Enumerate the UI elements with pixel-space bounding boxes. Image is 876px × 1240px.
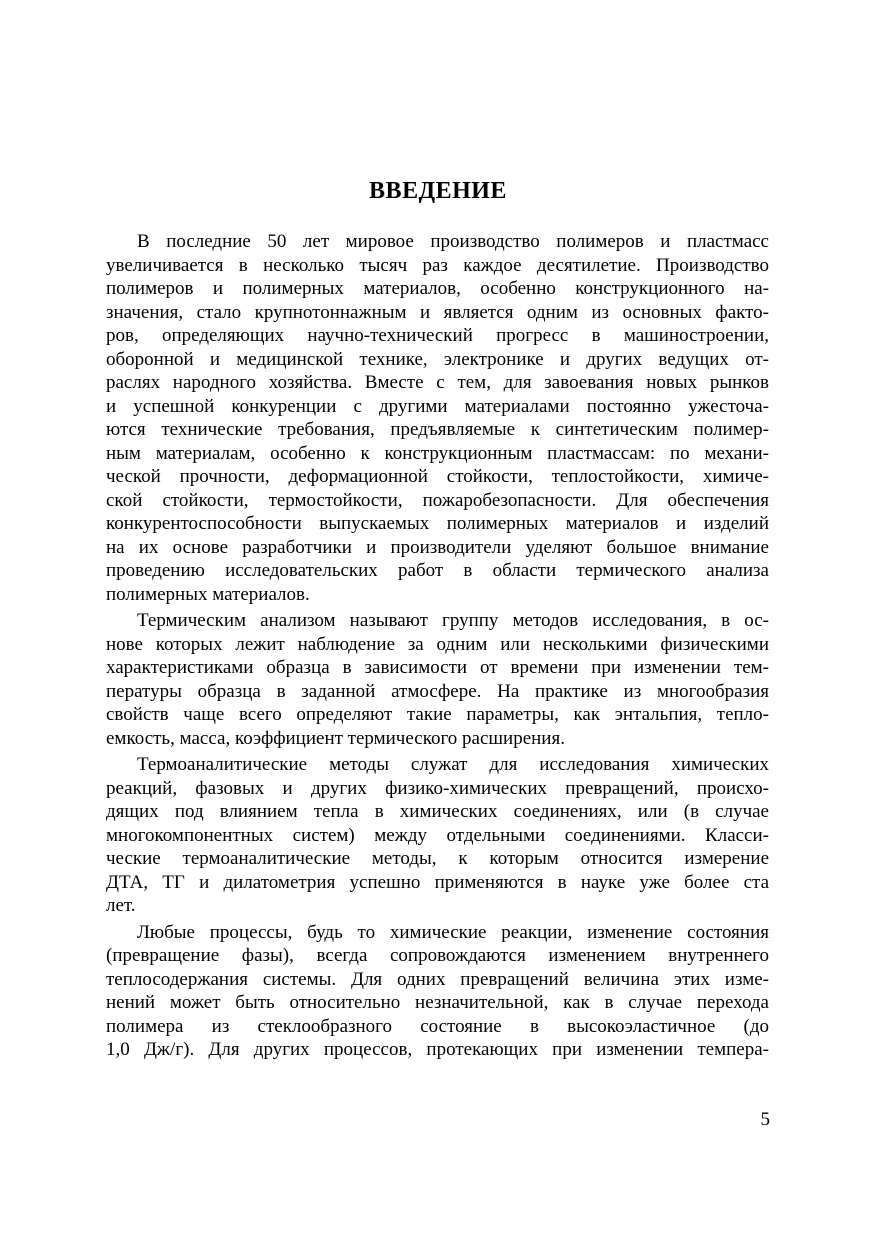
paragraph-2 [106,609,769,750]
text-line: ской стойкости, термостойкости, пожаробезопасности. Для обеспечения [106,489,769,511]
text-line: и успешной конкуренции с другими материалами постоянно ужесточа- [106,395,769,417]
text-line: нове которых лежит наблюдение за одним или несколькими физическими [106,633,769,655]
page-number: 5 [760,1109,770,1130]
page-title: ВВЕДЕНИЕ [369,178,507,204]
text-line: полимера из стеклообразного состояние в высокоэластичное (до [106,1015,769,1037]
text-line: конкурентоспособности выпускаемых полимерных материалов и изделий [106,513,769,534]
text-line: увеличивается в несколько тысяч раз каждое десятилетие. Производство [106,254,769,276]
text-line: ДТА, ТГ и дилатометрия успешно применяются в науке уже более ста [106,871,769,893]
text-line: лет. [106,895,136,916]
text-line: полимеров и полимерных материалов, особенно конструкционного на- [106,278,769,299]
text-line: пературы образца в заданной атмосфере. На практике из многообразия [106,680,769,702]
text-line: ров, определяющих научно-технический прогресс в машиностроении, [106,325,769,346]
text-line: ческие термоаналитические методы, к которым относится измерение [106,848,769,869]
text-line: теплосодержания системы. Для одних превращений величина этих изме- [106,968,769,990]
paragraph-3 [106,753,769,918]
text-line: Любые процессы, будь то химические реакции, изменение состояния [137,921,769,943]
text-line: ным материалам, особенно к конструкционным пластмассам: по механи- [106,442,769,464]
text-line: емкость, масса, коэффициент термического расширения. [106,727,565,749]
text-line: нений может быть относительно незначительной, как в случае перехода [106,992,769,1013]
text-line: полимерных материалов. [106,583,310,605]
text-line: свойств чаще всего определяют такие параметры, как энтальпия, тепло- [106,704,769,725]
text-line: ческой прочности, деформационной стойкости, теплостойкости, химиче- [106,466,769,487]
text-line: ются технические требования, предъявляемые к синтетическим полимер- [106,419,769,440]
text-line: Термоаналитические методы служат для исследования химических [137,754,769,775]
text-line: (превращение фазы), всегда сопровождаются изменением внутреннего [106,945,769,966]
text-line: на их основе разработчики и производители уделяют большое внимание [106,536,769,558]
text-line: многокомпонентных систем) между отдельными соединениями. Класси- [106,824,769,846]
body-text [106,230,769,1065]
text-line: Термическим анализом называют группу методов исследования, в ос- [137,610,769,631]
paragraph-1 [106,230,769,606]
text-line: дящих под влиянием тепла в химических соединениях, или (в случае [106,801,769,822]
text-line: характеристиками образца в зависимости от времени при изменении тем- [106,657,769,678]
text-line: проведению исследовательских работ в области термического анализа [106,560,769,581]
text-line: оборонной и медицинской технике, электронике и других ведущих от- [106,348,769,370]
text-line: раслях народного хозяйства. Вместе с тем, для завоевания новых рынков [106,372,769,393]
text-line: В последние 50 лет мировое производство полимеров и пластмасс [137,231,769,252]
text-line: значения, стало крупнотоннажным и является одним из основных факто- [106,301,769,323]
paragraph-4 [106,921,769,1062]
text-line: 1,0 Дж/г). Для других процессов, протекающих при изменении темпера- [106,1039,769,1060]
text-line: реакций, фазовых и других физико-химических превращений, происхо- [106,777,769,799]
